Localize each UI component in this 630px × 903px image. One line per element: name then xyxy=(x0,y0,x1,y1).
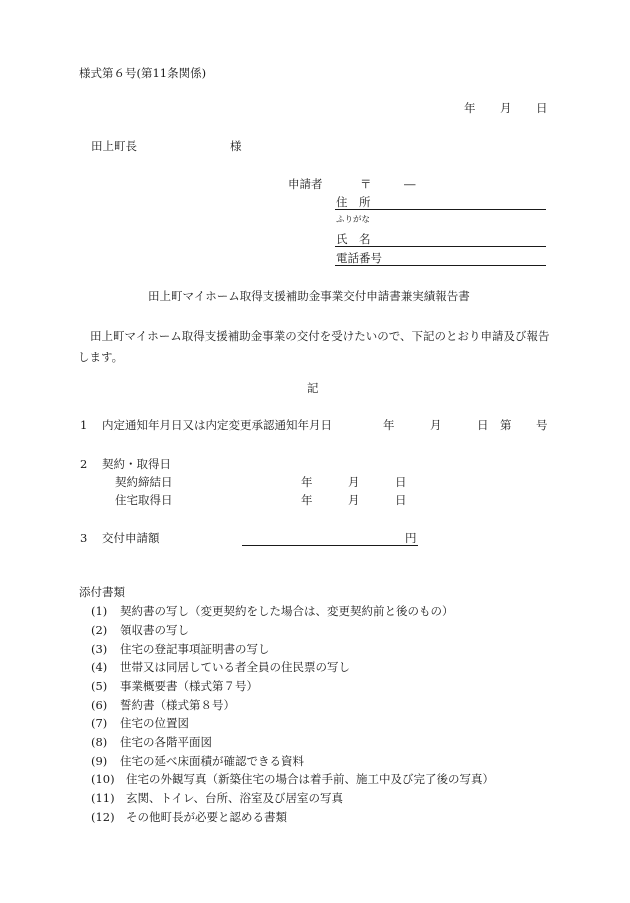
contract-date-year: 年 xyxy=(301,475,313,489)
attachment-num: (3) xyxy=(91,642,108,656)
attachment-num: (6) xyxy=(91,698,108,712)
attachment-text: 住宅の延べ床面積が確認できる資料 xyxy=(120,754,304,768)
postal-mark: 〒 xyxy=(360,177,372,191)
address-label: 住 所 xyxy=(336,195,371,209)
acquisition-date-year: 年 xyxy=(301,493,313,507)
amount-unit: 円 xyxy=(405,531,417,545)
acquisition-date-label: 住宅取得日 xyxy=(115,493,173,507)
item1-go: 号 xyxy=(536,418,548,432)
item1-dai: 第 xyxy=(500,418,512,432)
address-line xyxy=(335,209,546,210)
addressee-honorific: 様 xyxy=(230,139,242,153)
attachment-text: 領収書の写し xyxy=(120,623,189,637)
attachments-heading: 添付書類 xyxy=(79,585,125,599)
acquisition-date-month: 月 xyxy=(348,493,360,507)
item2-number: 2 xyxy=(80,457,88,471)
item3-number: 3 xyxy=(80,531,88,545)
furigana-label: ふりがな xyxy=(336,215,371,225)
attachment-text: 誓約書（様式第８号） xyxy=(120,698,235,712)
attachment-num: (10) xyxy=(91,772,115,786)
attachment-text: 住宅の外観写真（新築住宅の場合は着手前、施工中及び完了後の写真） xyxy=(126,772,494,786)
attachment-num: (9) xyxy=(91,754,108,768)
date-year: 年 xyxy=(464,101,476,115)
item2-label: 契約・取得日 xyxy=(102,457,171,471)
item3-label: 交付申請額 xyxy=(102,531,160,545)
amount-line xyxy=(242,545,418,546)
acquisition-date-day: 日 xyxy=(395,493,407,507)
item1-number: 1 xyxy=(80,418,88,432)
contract-date-day: 日 xyxy=(395,475,407,489)
attachment-num: (7) xyxy=(91,716,108,730)
applicant-label: 申請者 xyxy=(288,177,323,191)
phone-label: 電話番号 xyxy=(336,251,382,265)
attachment-text: 住宅の登記事項証明書の写し xyxy=(120,642,270,656)
attachment-num: (2) xyxy=(91,623,108,637)
attachment-num: (1) xyxy=(91,604,108,618)
date-day: 日 xyxy=(536,101,548,115)
name-label: 氏 名 xyxy=(336,232,371,246)
body-paragraph xyxy=(78,326,550,368)
phone-line xyxy=(335,265,546,266)
attachment-text: 住宅の位置図 xyxy=(120,716,189,730)
attachment-text: 住宅の各階平面図 xyxy=(120,735,212,749)
attachment-text: 玄関、トイレ、台所、浴室及び居室の写真 xyxy=(126,791,344,805)
attachment-num: (12) xyxy=(91,810,115,824)
document-title: 田上町マイホーム取得支援補助金事業交付申請書兼実績報告書 xyxy=(148,289,470,303)
name-line xyxy=(335,246,546,247)
attachment-num: (4) xyxy=(91,660,108,674)
attachment-text: 契約書の写し（変更契約をした場合は、変更契約前と後のもの） xyxy=(120,604,454,618)
form-number: 様式第６号(第11条関係) xyxy=(79,66,207,80)
attachment-text: 世帯又は同居している者全員の住民票の写し xyxy=(120,660,350,674)
addressee-name: 田上町長 xyxy=(91,139,137,153)
attachment-text: 事業概要書（様式第７号） xyxy=(120,679,258,693)
ki-label: 記 xyxy=(307,381,319,395)
attachment-num: (11) xyxy=(91,791,115,805)
postal-dash: ― xyxy=(404,177,416,191)
item1-month: 月 xyxy=(430,418,442,432)
attachment-num: (5) xyxy=(91,679,108,693)
contract-date-month: 月 xyxy=(348,475,360,489)
item1-year: 年 xyxy=(383,418,395,432)
item1-day: 日 xyxy=(477,418,489,432)
contract-date-label: 契約締結日 xyxy=(115,475,173,489)
date-month: 月 xyxy=(500,101,512,115)
item1-label: 内定通知年月日又は内定変更承認通知年月日 xyxy=(102,418,332,432)
body-text: 田上町マイホーム取得支援補助金事業の交付を受けたいので、下記のとおり申請及び報告します。 xyxy=(78,329,550,364)
attachment-text: その他町長が必要と認める書類 xyxy=(126,810,287,824)
attachment-num: (8) xyxy=(91,735,108,749)
